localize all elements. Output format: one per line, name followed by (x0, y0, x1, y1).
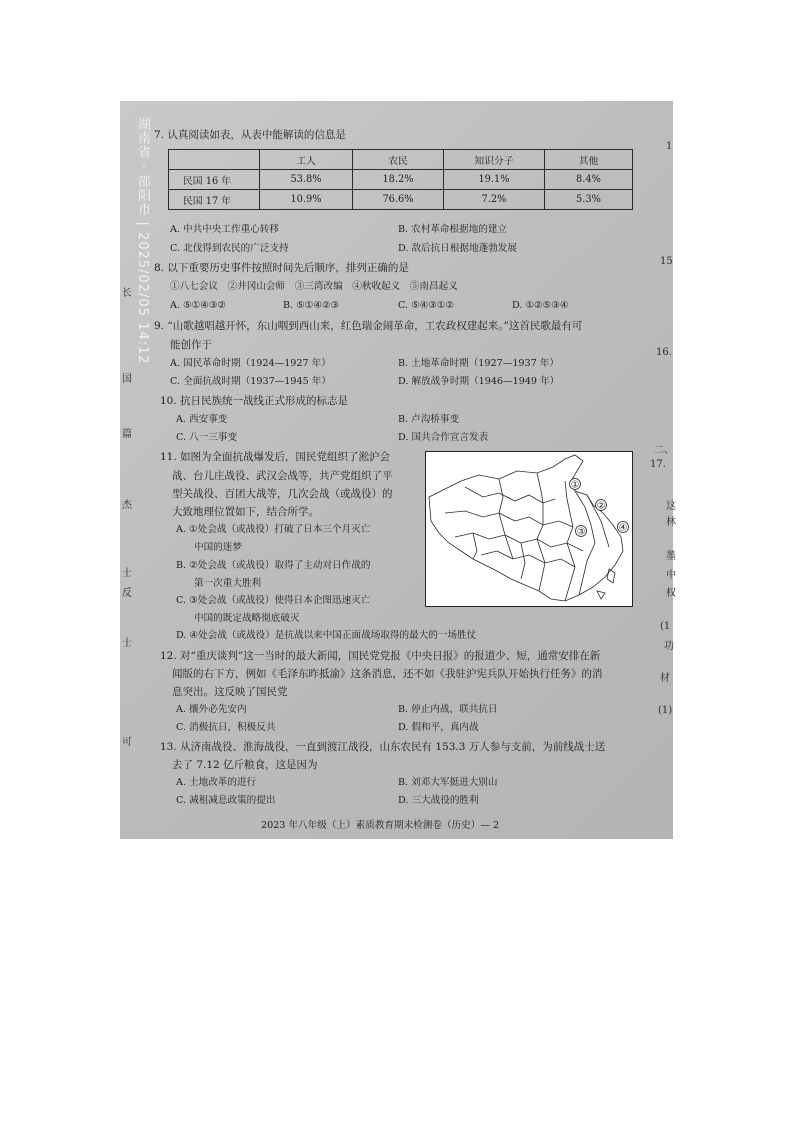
edge-fragment: 功 (664, 641, 674, 652)
page-footer: 2023 年八年级（上）素质教育期末检测卷（历史）— 2 (261, 820, 500, 831)
q12-option-b: B. 停止内战，联共抗日 (398, 704, 498, 715)
q10-stem: 10. 抗日民族统一战线正式形成的标志是 (160, 395, 349, 407)
map-marker-4: ④ (618, 522, 628, 534)
table-cell: 8.4% (545, 170, 633, 190)
q11-option-c-line2: 中国的既定战略彻底破灭 (194, 613, 300, 624)
edge-fragment: 权 (666, 588, 676, 599)
q11-stem-line1: 11. 如图为全面抗战爆发后，国民党组织了淞沪会 (160, 451, 391, 463)
q11-option-b-line2: 第一次重大胜利 (194, 578, 262, 589)
table-cell: 10.9% (260, 190, 353, 210)
q8-stem: 8. 以下重要历史事件按照时间先后顺序，排列正确的是 (154, 262, 409, 274)
edge-fragment: 士 (122, 638, 132, 649)
q7-option-a: A. 中共中央工作重心转移 (170, 224, 279, 235)
table-cell: 其他 (545, 150, 633, 170)
q7-table (168, 149, 633, 210)
edge-fragment: 长 (122, 288, 132, 299)
table-cell: 7.2% (444, 190, 545, 210)
q8-option-c: C. ⑤④③①② (398, 300, 455, 311)
edge-fragment: 二、 (654, 445, 674, 456)
q11-stem-line3: 型关战役、百团大战等，几次会战（或战役）的 (172, 488, 393, 500)
edge-fragment: 篇 (122, 429, 132, 440)
q9-stem-line1: 9. “山歌越唱越开怀，东山咽到西山来，红色瑞金闹革命，工农政权建起来。”这首民歌最有可 (154, 320, 583, 332)
table-cell: 民国 17 年 (169, 190, 260, 210)
q7-option-d: D. 敌后抗日根据地蓬勃发展 (398, 243, 517, 254)
table-cell: 18.2% (353, 170, 444, 190)
q8-option-a: A. ⑤①④③② (170, 300, 227, 311)
q13-option-b: B. 刘邓大军挺进大别山 (398, 777, 498, 788)
q12-stem-line1: 12. 对“重庆谈判”这一当时的最大新闻，国民党党报《中央日报》的报道少、短，通常安排在新 (160, 650, 601, 662)
q9-option-b: B. 土地革命时期（1927—1937 年） (398, 358, 559, 369)
q9-stem-line2: 能创作于 (170, 339, 212, 351)
table-cell: 5.3% (545, 190, 633, 210)
china-outline-map (425, 451, 633, 607)
q12-stem-line3: 息突出。这反映了国民党 (172, 686, 288, 698)
q7-stem: 7. 认真阅读如表，从表中能解读的信息是 (154, 129, 346, 141)
location-timestamp-watermark: 湖南省 · 邵阳市 | 2025/02/05 14:12 (135, 117, 150, 365)
table-cell: 民国 16 年 (169, 170, 260, 190)
edge-fragment: (1 (660, 621, 671, 632)
edge-fragment: 国 (122, 374, 132, 385)
edge-fragment: 16. (656, 347, 672, 358)
q8-events: ①八七会议 ②井冈山会师 ③三湾改编 ④秋收起义 ⑤南昌起义 (170, 281, 458, 292)
q11-stem-line4: 大致地理位置如下，结合所学。 (172, 506, 319, 518)
table-cell: 53.8% (260, 170, 353, 190)
table-row (169, 170, 633, 190)
edge-fragment: 林 (666, 517, 676, 528)
q7-option-c: C. 北伐得到农民的广泛支持 (170, 243, 289, 254)
q9-option-d: D. 解放战争时期（1946—1949 年） (398, 376, 560, 387)
edge-fragment: 这 (666, 501, 676, 512)
table-cell: 工人 (260, 150, 353, 170)
table-cell: 76.6% (353, 190, 444, 210)
q12-option-d: D. 假和平，真内战 (398, 722, 479, 733)
q10-option-d: D. 国共合作宣言发表 (398, 432, 489, 443)
edge-fragment: 15 (660, 256, 673, 267)
q9-option-a: A. 国民革命时期（1924—1927 年） (170, 358, 331, 369)
q10-option-b: B. 卢沟桥事变 (398, 414, 460, 425)
q10-option-a: A. 西安事变 (176, 414, 228, 425)
q13-option-d: D. 三大战役的胜利 (398, 795, 479, 806)
edge-fragment: 17. (650, 459, 666, 470)
q9-option-c: C. 全面抗战时期（1937—1945 年） (170, 376, 331, 387)
q8-option-b: B. ⑤①④②③ (283, 300, 340, 311)
table-cell: 农民 (353, 150, 444, 170)
q12-stem-line2: 闻版的右下方，例如《毛泽东昨抵渝》这条消息，还不如《我驻沪宪兵队开始执行任务》的消 (172, 668, 603, 680)
q12-option-a: A. 攘外必先安内 (176, 704, 247, 715)
map-marker-1: ① (570, 479, 580, 491)
q11-option-d: D. ④处会战（或战役）是抗战以来中国正面战场取得的最大的一场胜仗 (176, 630, 477, 641)
map-marker-2: ② (596, 500, 606, 512)
exam-paper (120, 101, 676, 839)
table-row (169, 190, 633, 210)
edge-fragment: 中 (666, 570, 676, 581)
q10-option-c: C. 八一三事变 (176, 432, 238, 443)
table-cell (169, 150, 260, 170)
edge-fragment: 1 (666, 141, 673, 152)
q8-option-d: D. ①②⑤③④ (512, 300, 569, 311)
table-header-row (169, 150, 633, 170)
q13-option-a: A. 土地改革的进行 (176, 777, 257, 788)
q12-option-c: C. 消极抗日，积极反共 (176, 722, 276, 733)
q13-stem-line1: 13. 从济南战役、淮海战役，一直到渡江战役，山东农民有 153.3 万人参与支前，为前线战士送 (160, 741, 606, 753)
edge-fragment: 可 (122, 737, 132, 748)
q11-option-a-line1: A. ①处会战（或战役）打破了日本三个月灭亡 (176, 524, 371, 535)
edge-fragment: 墨 (666, 551, 676, 562)
q11-option-b-line1: B. ②处会战（或战役）取得了主动对日作战的 (176, 560, 371, 571)
q11-stem-line2: 战、台儿庄战役、武汉会战等，共产党组织了平 (172, 470, 393, 482)
q11-option-a-line2: 中国的迷梦 (194, 542, 242, 553)
table-cell: 19.1% (444, 170, 545, 190)
q11-option-c-line1: C. ③处会战（或战役）使得日本企图迅速灭亡 (176, 595, 371, 606)
edge-fragment: (1) (658, 705, 673, 716)
q13-option-c: C. 减租减息政策的提出 (176, 795, 276, 806)
table-cell: 知识分子 (444, 150, 545, 170)
edge-fragment: 士 (122, 568, 132, 579)
q7-option-b: B. 农村革命根据地的建立 (398, 224, 508, 235)
edge-fragment: 杰 (122, 500, 132, 511)
q13-stem-line2: 去了 7.12 亿斤粮食，这是因为 (172, 759, 318, 771)
edge-fragment: 材 (660, 673, 670, 684)
edge-fragment: 反 (122, 588, 132, 599)
map-marker-3: ③ (576, 526, 586, 538)
